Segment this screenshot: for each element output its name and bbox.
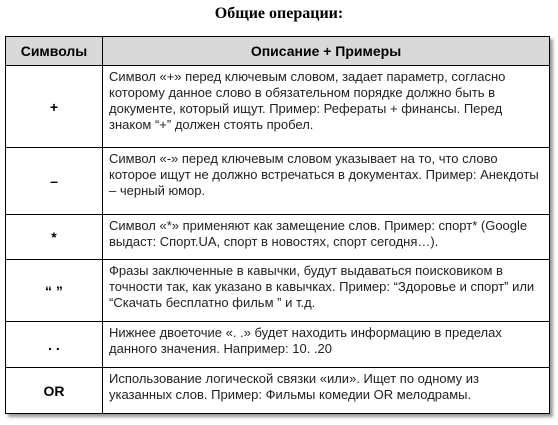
symbol-cell: . . xyxy=(6,322,103,368)
table-row-asterisk xyxy=(6,215,550,260)
symbol-cell: * xyxy=(6,215,103,260)
table-row-or xyxy=(6,368,550,414)
page-title: Общие операции: xyxy=(214,5,344,22)
description-cell: Символ «*» применяют как замещение слов. Пример: спорт* (Google выдаст: Спорт.UA, спорт в новостях, спорт сегодня…). xyxy=(103,215,550,260)
description-cell: Символ «+» перед ключевым словом, задает параметр, согласно которому данное слово в обязательном порядке должно быть в документе, который ищут. Пример: Рефераты + финансы. Перед знаком “+” должен стоять пробел. xyxy=(103,66,550,148)
description-cell: Нижнее двоеточие «. .» будет находить информацию в пределах данного значения. Например: 10. .20 xyxy=(103,322,550,368)
symbol-cell: – xyxy=(6,148,103,215)
header-symbols: Символы xyxy=(6,37,103,66)
table-row-quotes xyxy=(6,260,550,322)
table-header-row xyxy=(6,37,550,66)
symbol-cell: + xyxy=(6,66,103,148)
operations-table xyxy=(5,36,550,414)
table-row-plus xyxy=(6,66,550,148)
symbol-cell: “ ” xyxy=(6,260,103,322)
header-description: Описание + Примеры xyxy=(103,37,550,66)
description-cell: Фразы заключенные в кавычки, будут выдаваться поисковиком в точности так, как указано в кавычках. Пример: “Здоровье и спорт” или “Скачать бесплатно фильм ” и т.д. xyxy=(103,260,550,322)
table-row-minus xyxy=(6,148,550,215)
description-cell: Символ «-» перед ключевым словом указывает на то, что слово которое ищут не должно встречаться в документах. Пример: Анекдоты – черный юмор. xyxy=(103,148,550,215)
table-row-range xyxy=(6,322,550,368)
description-cell: Использование логической связки «или». Ищет по одному из указанных слов. Пример: Фильмы комедии OR мелодрамы. xyxy=(103,368,550,414)
symbol-cell: OR xyxy=(6,368,103,414)
